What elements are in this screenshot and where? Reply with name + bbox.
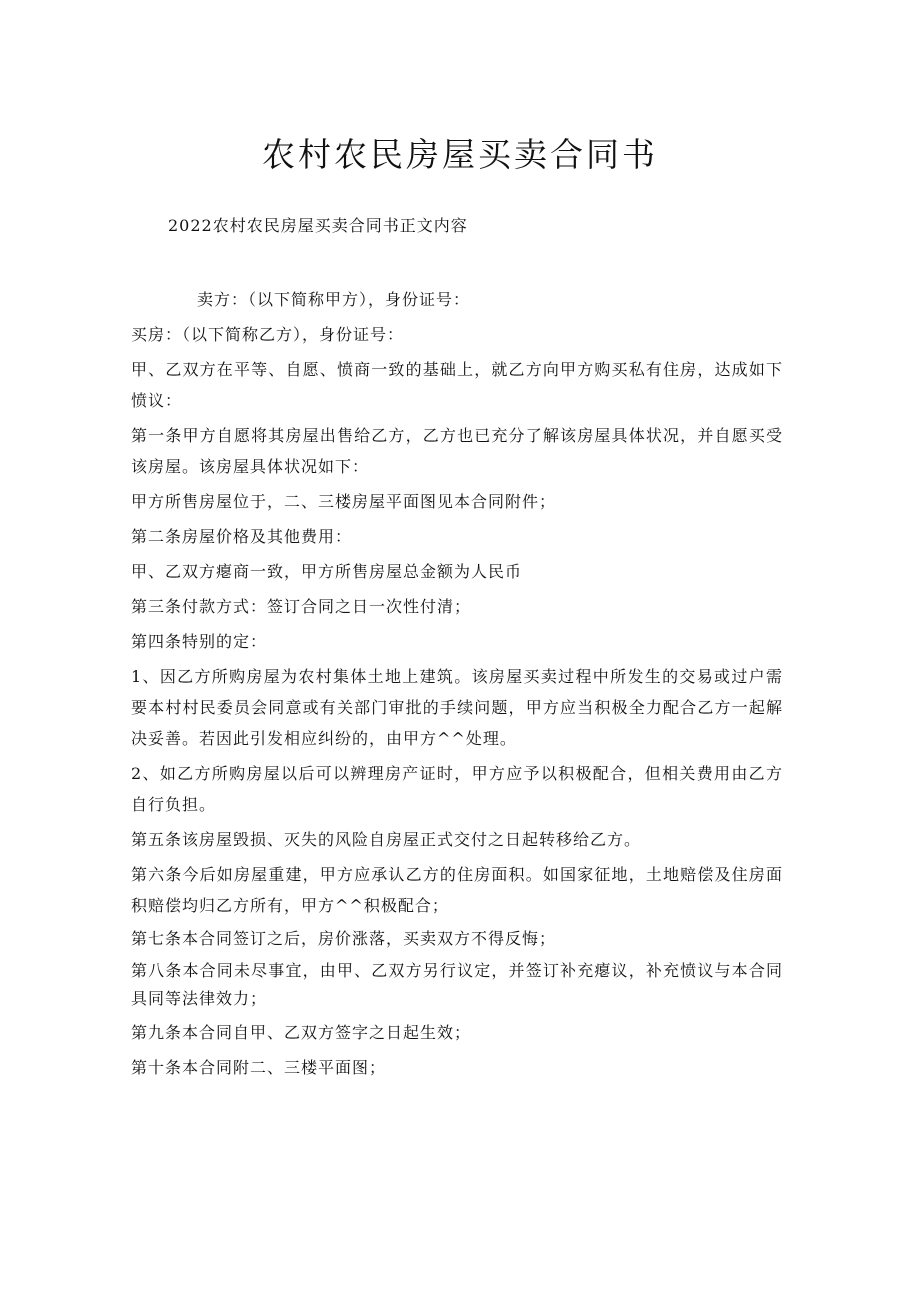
paragraph-article-4: 第四条特别的定： [131,632,268,651]
paragraph-article-3: 第三条付款方式：签订合同之日一次性付清； [131,597,472,616]
paragraph-article-1: 第一条甲方自愿将其房屋出售给乙方，乙方也已充分了解该房屋具体状况，并自愿买受该房屋。该房屋具体状况如下： [131,426,783,476]
paragraph-article-7: 第七条本合同签订之后，房价涨落，买卖双方不得反悔； [131,929,557,948]
paragraph-location: 甲方所售房屋位于，二、三楼房屋平面图见本合同附件； [131,492,557,511]
paragraph-buyer: 买房：（以下简称乙方），身份证号： [131,325,405,344]
paragraph-clause-1: 1、因乙方所购房屋为农村集体土地上建筑。该房屋买卖过程中所发生的交易或过户需要本村村民委员会同意或有关部门审批的手续问题，甲方应当积极全力配合乙方一起解决妥善。若因此引发相应纠纷的，由甲方^^处理。 [131,667,783,748]
document-subtitle: 2022农村农民房屋买卖合同书正文内容 [168,216,468,235]
paragraph-article-5: 第五条该房屋毁损、灭失的风险自房屋正式交付之日起转移给乙方。 [131,830,642,849]
paragraph-article-10: 第十条本合同附二、三楼平面图； [131,1058,387,1077]
paragraph-article-2: 第二条房屋价格及其他费用： [131,527,353,546]
paragraph-price: 甲、乙双方瘪商一致，甲方所售房屋总金额为人民币 [131,562,523,581]
paragraph-preamble: 甲、乙双方在平等、自愿、愤商一致的基础上，就乙方向甲方购买私有住房，达成如下愤议： [131,360,783,410]
document-body [131,284,783,1083]
paragraph-article-8: 第八条本合同未尽事宜，由甲、乙双方另行议定，并签订补充瘪议，补充愤议与本合同具同等法律效力； [131,961,783,1008]
paragraph-seller: 卖方：（以下简称甲方），身份证号： [197,290,471,309]
paragraph-clause-2: 2、如乙方所购房屋以后可以辨理房产证时，甲方应予以积极配合，但相关费用由乙方自行负担。 [131,764,783,814]
paragraph-article-9: 第九条本合同自甲、乙双方签字之日起生效； [131,1023,472,1042]
paragraph-article-6: 第六条今后如房屋重建，甲方应承认乙方的住房面积。如国家征地，土地赔偿及住房面积赔偿均归乙方所有，甲方^^积极配合； [131,865,783,915]
document-title: 农村农民房屋买卖合同书 [262,135,658,174]
